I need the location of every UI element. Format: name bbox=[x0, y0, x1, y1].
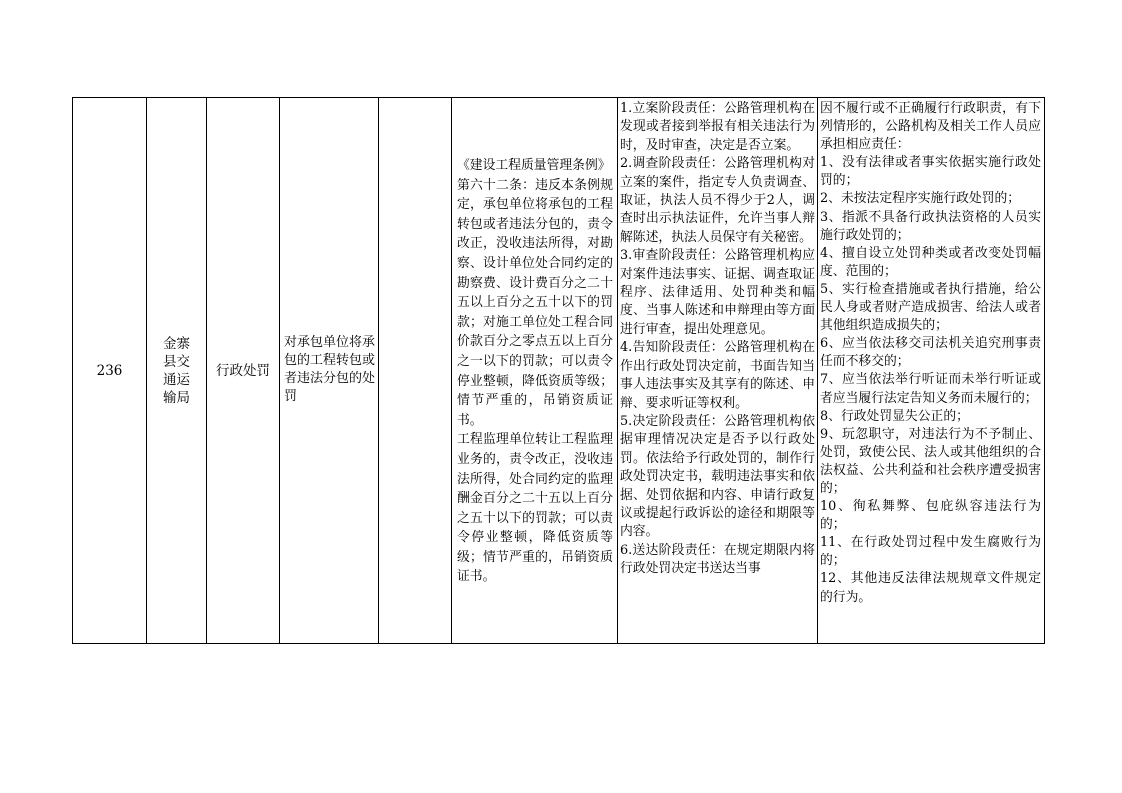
item-name: 对承包单位将承包的工程转包或者违法分包的处罚 bbox=[284, 335, 376, 404]
accountability-text bbox=[820, 100, 1041, 607]
department-cell bbox=[147, 98, 207, 643]
accountability-item: 11、在行政处罚过程中发生腐败行为的； bbox=[820, 535, 1041, 569]
duty-item: 4.告知阶段责任：公路管理机构在作出行政处罚决定前，书面告知当事人违法事实及其享有的陈述、申辩、要求听证等权利。 bbox=[620, 340, 815, 411]
number-cell bbox=[73, 98, 147, 643]
accountability-item: 因不履行或不正确履行行政职责，有下列情形的，公路机构及相关工作人员应承担相应责任： bbox=[820, 101, 1041, 153]
duty-item: 2.调查阶段责任：公路管理机构对立案的案件，指定专人负责调查、取证，执法人员不得少于2人，调查时出示执法证件，允许当事人辩解陈述，执法人员保守有关秘密。 bbox=[620, 156, 815, 245]
duty-item: 1.立案阶段责任：公路管理机构在发现或者接到举报有相关违法行为时，及时审查，决定是否立案。 bbox=[620, 101, 815, 153]
power-list-table bbox=[72, 97, 1045, 644]
sub-item bbox=[379, 98, 451, 643]
accountability-item: 10、徇私舞弊、包庇纵容违法行为的； bbox=[820, 499, 1041, 533]
accountability-item: 12、其他违反法律法规规章文件规定的行为。 bbox=[820, 571, 1041, 605]
row-number: 236 bbox=[96, 362, 123, 379]
sub-item-cell bbox=[379, 98, 452, 643]
accountability-item: 4、擅自设立处罚种类或者改变处罚幅度、范围的； bbox=[820, 245, 1041, 279]
duty-item: 6.送达阶段责任：在规定期限内将行政处罚决定书送达当事 bbox=[620, 542, 815, 577]
accountability-item: 6、应当依法移交司法机关追究刑事责任而不移交的； bbox=[820, 336, 1041, 370]
accountability-item: 7、应当依法举行听证而未举行听证或者应当履行法定告知义务而未履行的； bbox=[820, 372, 1041, 406]
basis-regulation-title: 《建设工程质量管理条例》 bbox=[457, 158, 611, 173]
accountability-item: 5、实行检查措施或者执行措施，给公民人身或者财产造成损害、给法人或者其他组织造成损失的； bbox=[820, 281, 1041, 334]
duty-text bbox=[620, 100, 815, 579]
basis-supervision-paragraph: 工程监理单位转让工程监理业务的，责令改正，没收违法所得，处合同约定的监理酬金百分之二十五以上百分之五十以下的罚款；可以责令停业整顿，降低资质等级；情节严重的，吊销资质证书。 bbox=[457, 432, 613, 585]
accountability-item: 9、玩忽职守，对违法行为不予制止、处罚，致使公民、法人或其他组织的合法权益、公共利益和社会秩序遭受损害的； bbox=[820, 426, 1041, 496]
item-name-cell bbox=[280, 98, 379, 643]
accountability-cell bbox=[818, 98, 1044, 643]
power-type: 行政处罚 bbox=[216, 362, 270, 379]
accountability-item: 8、行政处罚显失公正的； bbox=[820, 408, 969, 424]
legal-basis-text bbox=[457, 156, 613, 587]
duty-item: 3.审查阶段责任：公路管理机构应对案件违法事实、证据、调查取证程序、法律适用、处罚种类和幅度、当事人陈述和申辩理由等方面进行审查，提出处理意见。 bbox=[620, 248, 815, 337]
accountability-item: 2、未按法定程序实施行政处罚的； bbox=[820, 191, 1021, 207]
accountability-item: 1、没有法律或者事实依据实施行政处罚的； bbox=[820, 155, 1041, 189]
duty-item: 5.决定阶段责任：公路管理机构依据审理情况决定是否予以行政处罚。依法给予行政处罚的，制作行政处罚决定书，载明违法事实和依据、处罚依据和内容、申请行政复议或提起行政诉讼的途径和期限等内容。 bbox=[620, 413, 815, 540]
accountability-item: 3、指派不具备行政执法资格的人员实施行政处罚的； bbox=[820, 209, 1041, 243]
duty-cell bbox=[618, 98, 818, 643]
department-name: 金寨县交通运输局 bbox=[163, 335, 190, 406]
basis-article-paragraph: 第六十二条：违反本条例规定，承包单位将承包的工程转包或者违法分包的，责令改正，没收违法所得，对勘察、设计单位处合同约定的勘察费、设计费百分之二十五以上百分之五十以下的罚款；对施工单位处工程合同价款百分之零点五以上百分之一以下的罚款；可以责令停业整顿，降低资质等级；情节严重的，吊销资质证书。 bbox=[457, 177, 613, 428]
power-type-cell bbox=[207, 98, 280, 643]
legal-basis-cell bbox=[452, 98, 618, 643]
